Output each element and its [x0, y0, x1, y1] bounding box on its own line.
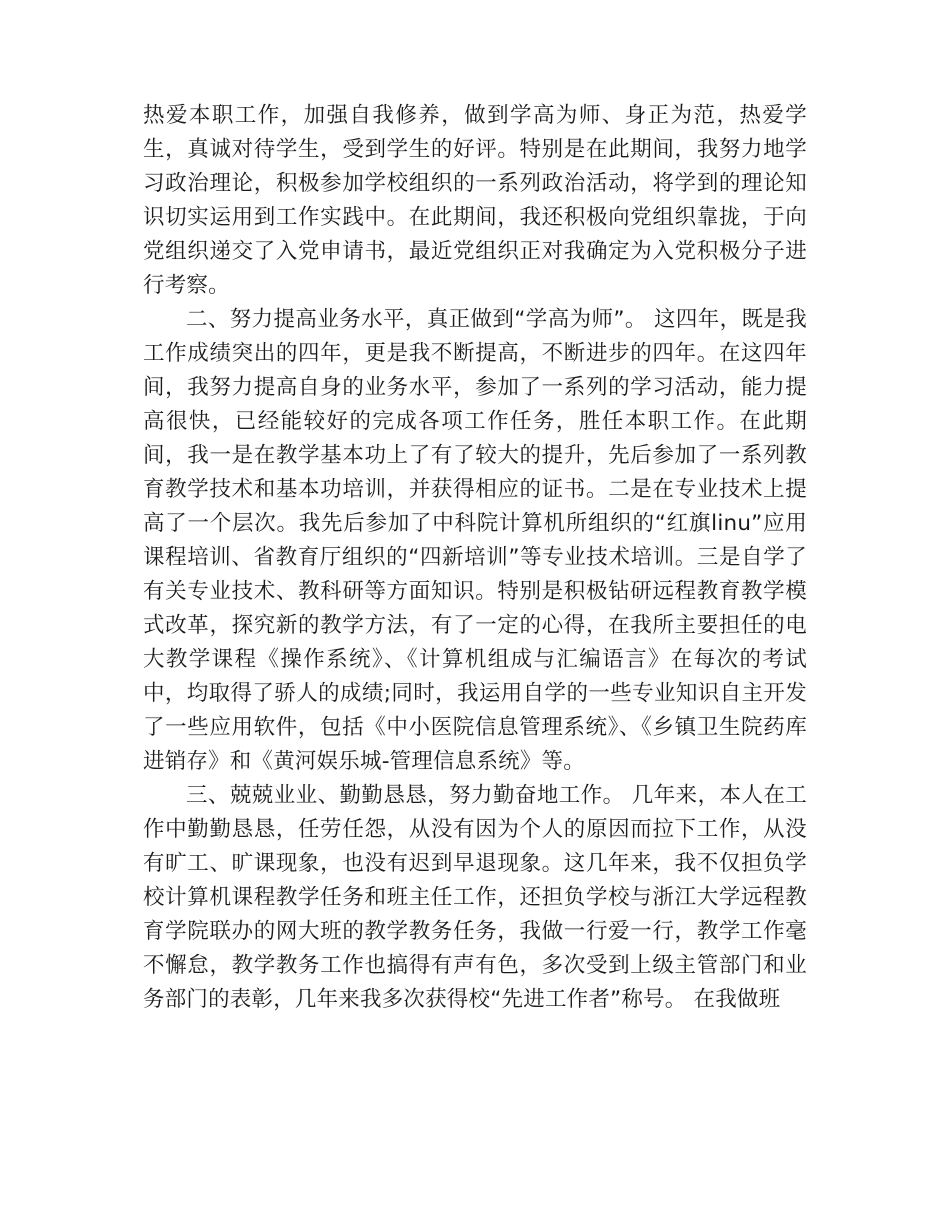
document-body	[143, 99, 807, 1017]
paragraph-3: 三、兢兢业业、勤勤恳恳，努力勤奋地工作。 几年来，本人在工作中勤勤恳恳，任劳任怨，从没有因为个人的原因而拉下工作，从没有旷工、旷课现象，也没有迟到早退现象。这几年来，我不仅担负学校计算机课程教学任务和班主任工作，还担负学校与浙江大学远程教育学院联办的网大班的教学教务任务，我做一行爱一行，教学工作毫不懈怠，教学教务工作也搞得有声有色，多次受到上级主管部门和业务部门的表彰，几年来我多次获得校“先进工作者”称号。 在我做班	[143, 783, 807, 1012]
paragraph-2: 二、努力提高业务水平，真正做到“学高为师”。 这四年，既是我工作成绩突出的四年，更是我不断提高，不断进步的四年。在这四年间，我努力提高自身的业务水平，参加了一系列的学习活动，能力提高很快，已经能较好的完成各项工作任务，胜任本职工作。在此期间，我一是在教学基本功上了有了较大的提升，先后参加了一系列教育教学技术和基本功培训，并获得相应的证书。二是在专业技术上提高了一个层次。我先后参加了中科院计算机所组织的“红旗linu”应用课程培训、省教育厅组织的“四新培训”等专业技术培训。三是自学了有关专业技术、教科研等方面知识。特别是积极钻研远程教育教学模式改革，探究新的教学方法，有了一定的心得，在我所主要担任的电大教学课程《操作系统》、《计算机组成与汇编语言》在每次的考试中，均取得了骄人的成绩;同时，我运用自学的一些专业知识自主开发了一些应用软件，包括《中小医院信息管理系统》、《乡镇卫生院药库进销存》和《黄河娱乐城-管理信息系统》等。	[143, 307, 807, 774]
paragraph-1: 热爱本职工作，加强自我修养，做到学高为师、身正为范，热爱学生，真诚对待学生，受到学生的好评。特别是在此期间，我努力地学习政治理论，积极参加学校组织的一系列政治活动，将学到的理论知识切实运用到工作实践中。在此期间，我还积极向党组织靠拢，于向党组织递交了入党申请书，最近党组织正对我确定为入党积极分子进行考察。	[143, 103, 807, 298]
